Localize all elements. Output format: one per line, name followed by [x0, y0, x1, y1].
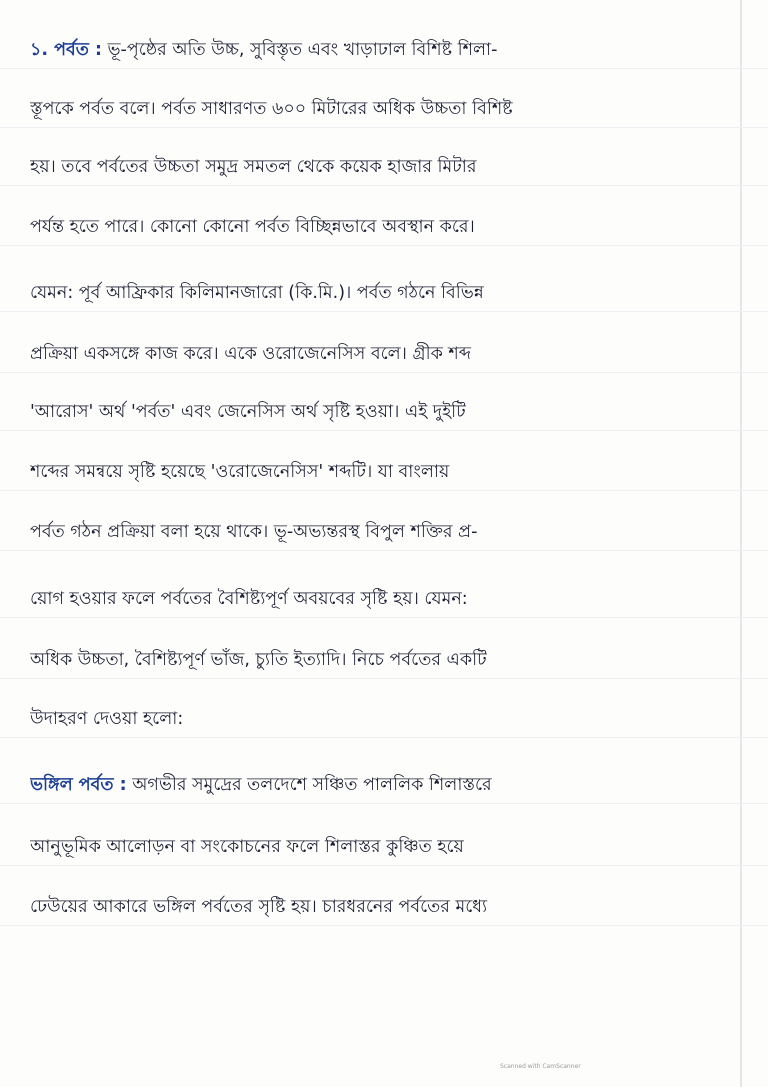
- line-text: প্রক্রিয়া একসঙ্গে কাজ করে। একে ওরোজেনেসিস বলে। গ্রীক শব্দ: [30, 344, 472, 364]
- ruled-line: [0, 550, 768, 551]
- line-text: অগভীর সমুদ্রের তলদেশে সঞ্চিত পাললিক শিলাস্তরে: [126, 775, 492, 795]
- line-text: শব্দের সমন্বয়ে সৃষ্টি হয়েছে 'ওরোজেনেসিস' শব্দটি। যা বাংলায়: [30, 462, 450, 482]
- line-text: হয়। তবে পর্বতের উচ্চতা সমুদ্র সমতল থেকে কয়েক হাজার মিটার: [30, 157, 477, 177]
- line-text: ঢেউয়ের আকারে ভঙ্গিল পর্বতের সৃষ্টি হয়। চারধরনের পর্বতের মধ্যে: [30, 897, 488, 917]
- text-line: [30, 155, 742, 179]
- line-text: য়োগ হওয়ার ফলে পর্বতের বৈশিষ্ট্যপূর্ণ অবয়বের সৃষ্টি হয়। যেমন:: [30, 589, 468, 609]
- ruled-line: [0, 678, 768, 679]
- text-line: [30, 895, 742, 919]
- text-line: [30, 97, 742, 121]
- text-line: [30, 460, 742, 484]
- ruled-line: [0, 127, 768, 128]
- ruled-line: [0, 737, 768, 738]
- line-text: আনুভূমিক আলোড়ন বা সংকোচনের ফলে শিলাস্তর কুঞ্চিত হয়ে: [30, 837, 464, 857]
- line-text: যেমন: পূর্ব আফ্রিকার কিলিমানজারো (কি.মি.)। পর্বত গঠনে বিভিন্ন: [30, 283, 484, 303]
- ruled-line: [0, 245, 768, 246]
- line-text: পর্বত গঠন প্রক্রিয়া বলা হয়ে থাকে। ভূ-অভ্যন্তরস্থ বিপুল শক্তির প্র-: [30, 522, 478, 542]
- text-line: [30, 215, 742, 239]
- text-line: [30, 281, 742, 305]
- scanner-watermark: Scanned with CamScanner: [500, 1063, 581, 1070]
- ruled-line: [0, 865, 768, 866]
- text-line: [30, 773, 742, 797]
- ruled-line: [0, 68, 768, 69]
- line-text: অধিক উচ্চতা, বৈশিষ্ট্যপূর্ণ ভাঁজ, চ্যুতি ইত্যাদি। নিচে পর্বতের একটি: [30, 650, 487, 670]
- text-line: [30, 520, 742, 544]
- text-line: [30, 835, 742, 859]
- text-line: [30, 648, 742, 672]
- text-line: [30, 342, 742, 366]
- ruled-line: [0, 617, 768, 618]
- ruled-line: [0, 372, 768, 373]
- section-heading: ভঙ্গিল পর্বত :: [30, 775, 127, 795]
- line-text: 'আরোস' অর্থ 'পর্বত' এবং জেনেসিস অর্থ সৃষ্টি হওয়া। এই দুইটি: [30, 402, 466, 422]
- section-heading: ১. পর্বত :: [30, 40, 102, 60]
- ruled-line: [0, 185, 768, 186]
- line-text: উদাহরণ দেওয়া হলো:: [30, 709, 184, 729]
- ruled-line: [0, 311, 768, 312]
- text-line: [30, 400, 742, 424]
- text-line: [30, 38, 742, 62]
- ruled-line: [0, 925, 768, 926]
- ruled-line: [0, 803, 768, 804]
- text-line: [30, 587, 742, 611]
- ruled-line: [0, 490, 768, 491]
- line-text: ভূ-পৃষ্ঠের অতি উচ্চ, সুবিস্তৃত এবং খাড়াঢাল বিশিষ্ট শিলা-: [101, 40, 498, 60]
- text-line: [30, 707, 742, 731]
- ruled-line: [0, 430, 768, 431]
- line-text: স্তূপকে পর্বত বলে। পর্বত সাধারণত ৬০০ মিটারের অধিক উচ্চতা বিশিষ্ট: [30, 99, 513, 119]
- line-text: পর্যন্ত হতে পারে। কোনো কোনো পর্বত বিচ্ছিন্নভাবে অবস্থান করে।: [30, 217, 475, 237]
